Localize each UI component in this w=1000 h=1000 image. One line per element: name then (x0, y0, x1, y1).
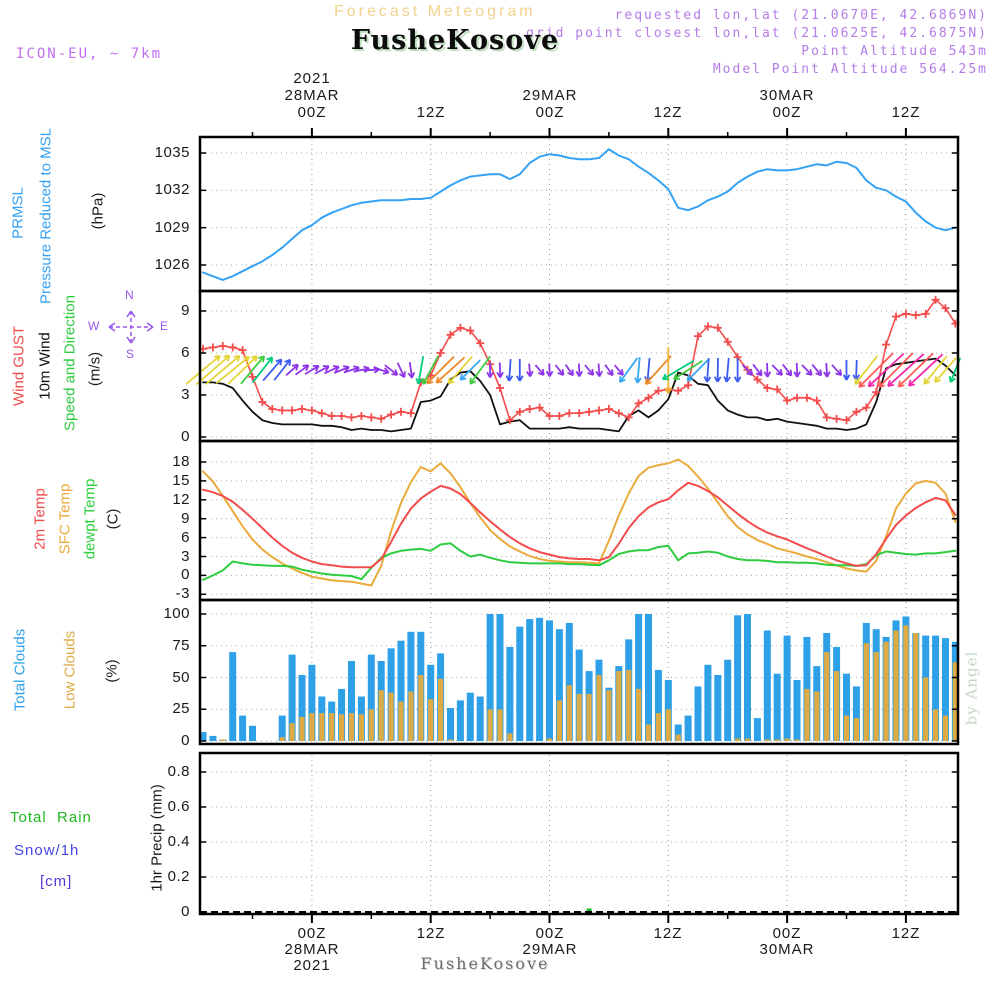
y-tick-label: 0.2 (167, 868, 190, 885)
top-time-label: 00Z (297, 104, 327, 121)
y-tick-label: -3 (175, 585, 190, 602)
y-tick-label: 100 (163, 605, 190, 622)
y-tick-label: 1026 (154, 256, 190, 273)
watermark: by Angel (962, 650, 981, 726)
ms-unit-label: (m/s) (86, 351, 104, 387)
wind-gust-label: Wind GUST (10, 325, 28, 407)
bottom-year-label: 2021 (293, 957, 331, 974)
top-time-label: 12Z (653, 104, 683, 121)
grid-point-coords: grid point closest lon,lat (21.0625E, 42.6875N) (526, 26, 988, 41)
bottom-date-label: 30MAR (759, 941, 815, 958)
compass-s-label: S (126, 347, 135, 361)
y-tick-label: 25 (172, 700, 190, 717)
model-point-altitude: Model Point Altitude 564.25m (712, 62, 988, 77)
top-time-label: 00Z (772, 104, 802, 121)
top-date-label: 30MAR (759, 87, 815, 104)
top-date-label: 28MAR (284, 87, 340, 104)
y-tick-label: 6 (181, 344, 190, 361)
bottom-time-label: 00Z (535, 925, 565, 942)
total-clouds-label: Total Clouds (11, 628, 29, 712)
program-title: Forecast Meteogram (334, 3, 536, 20)
compass-n-label: N (125, 288, 134, 302)
top-time-label: 12Z (891, 104, 921, 121)
y-tick-label: 0 (181, 566, 190, 583)
compass-e-label: E (160, 319, 169, 333)
y-tick-label: 6 (181, 529, 190, 546)
y-tick-label: 0 (181, 732, 190, 749)
tsfc-label: SFC Temp (56, 483, 74, 555)
bottom-time-label: 12Z (416, 925, 446, 942)
top-year-label: 2021 (293, 70, 331, 87)
snow-label: Snow/1h (14, 842, 80, 859)
y-tick-label: 15 (172, 472, 190, 489)
bottom-time-label: 12Z (653, 925, 683, 942)
cm-unit-label: [cm] (40, 873, 73, 890)
y-tick-label: 1032 (154, 181, 190, 198)
total-rain-label: Total Rain (10, 809, 92, 826)
y-tick-label: 75 (172, 637, 190, 654)
y-tick-label: 0.6 (167, 798, 190, 815)
bottom-time-label: 12Z (891, 925, 921, 942)
hpa-unit-label: (hPa) (89, 192, 107, 230)
bottom-date-label: 29MAR (522, 941, 578, 958)
pct-unit-label: (%) (103, 659, 121, 683)
top-time-label: 12Z (416, 104, 446, 121)
y-tick-label: 0 (181, 428, 190, 445)
y-tick-label: 50 (172, 669, 190, 686)
y-tick-label: 0 (181, 903, 190, 920)
compass-w-label: W (88, 319, 100, 333)
prmsl-label: PRMSL (9, 187, 27, 239)
y-tick-label: 3 (181, 386, 190, 403)
y-tick-label: 18 (172, 453, 190, 470)
y-tick-label: 12 (172, 491, 190, 508)
low-clouds-label: Low Clouds (61, 630, 79, 710)
bottom-time-label: 00Z (297, 925, 327, 942)
y-tick-label: 1035 (154, 144, 190, 161)
y-tick-label: 0.4 (167, 833, 190, 850)
c-unit-label: (C) (104, 508, 122, 530)
t2m-label: 2m Temp (31, 488, 49, 550)
y-tick-label: 9 (181, 510, 190, 527)
y-tick-label: 3 (181, 548, 190, 565)
y-tick-label: 1029 (154, 219, 190, 236)
precip-axis-label: 1hr Precip (mm) (148, 784, 166, 892)
wind-10m-label: 10m Wind (36, 332, 54, 400)
model-label: ICON-EU, ~ 7km (16, 46, 163, 62)
dewpt-label: dewpt Temp (81, 478, 99, 560)
top-date-label: 29MAR (522, 87, 578, 104)
bottom-time-label: 00Z (772, 925, 802, 942)
top-time-label: 00Z (535, 104, 565, 121)
station-title: FusheKosove (350, 25, 560, 56)
point-altitude: Point Altitude 543m (801, 44, 988, 59)
pressure-long-label: Pressure Reduced to MSL (37, 128, 55, 304)
footer-station-label: FusheKosove (420, 954, 550, 973)
bottom-date-label: 28MAR (284, 941, 340, 958)
y-tick-label: 0.8 (167, 763, 190, 780)
wind-speed-dir-label: Speed and Direction (61, 295, 79, 431)
requested-coords: requested lon,lat (21.0670E, 42.6869N) (614, 8, 988, 23)
y-tick-label: 9 (181, 302, 190, 319)
